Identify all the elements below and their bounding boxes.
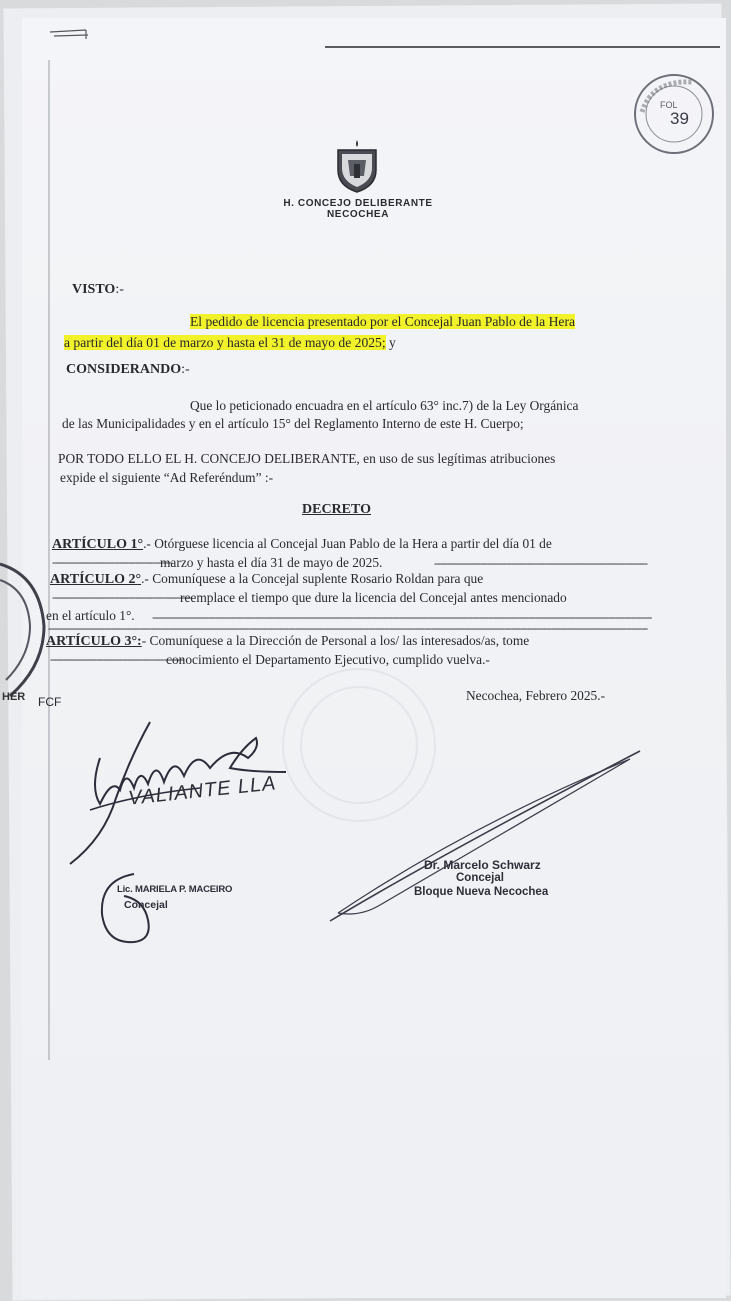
date-place: Necochea, Febrero 2025.-: [466, 688, 606, 703]
schwarz-name: Dr. Marcelo Schwarz: [424, 858, 541, 872]
dash-fill: ------------------------------------: [52, 554, 172, 569]
articulo-2-line3: en el artículo 1°.: [46, 608, 135, 623]
maceiro-role: Concejal: [124, 899, 168, 911]
highlight-line1: El pedido de licencia presentado por el Concejal Juan Pablo de la Hera: [190, 314, 576, 329]
visto-line1: [190, 314, 575, 330]
por-todo-line1: POR TODO ELLO EL H. CONCEJO DELIBERANTE, en uso de sus legítimas atribuciones: [58, 451, 556, 466]
dash-fill: ----------------------------------------: [50, 651, 184, 666]
council-crest-icon: [334, 138, 380, 194]
letterhead-line2: NECOCHEA: [326, 209, 390, 220]
articulo-3-line1: ARTÍCULO 3°:- Comuníquese a la Dirección de Personal a los/ las interesados/as, tome: [46, 633, 530, 649]
folio-stamp: [632, 72, 716, 156]
edge-stamp: [0, 556, 60, 716]
schwarz-bloque: Bloque Nueva Necochea: [414, 886, 549, 898]
dash-fill: ----------------------------------------------------------------: [434, 555, 648, 570]
considerando-heading: CONSIDERANDO:-: [66, 362, 190, 377]
signature-left-handwritten: VALIANTE LLA: [127, 772, 278, 810]
dash-fill: ------------------------------------------------------------------------------------------------------------------------------------------------------------------------------------: [48, 620, 648, 635]
visto-heading: VISTO:-: [72, 282, 124, 297]
folio-number: 39: [670, 109, 689, 128]
dash-fill: ------------------------------------------------------------------------------------------------------------------------------------------------------: [152, 609, 652, 624]
decreto-heading: DECRETO: [302, 502, 371, 517]
top-rule: [325, 46, 720, 48]
articulo-3-label: ARTÍCULO 3°:: [46, 634, 142, 649]
letterhead-line1: H. CONCEJO DELIBERANTE: [283, 198, 433, 209]
highlight-line2: a partir del día 01 de marzo y hasta el 31 de mayo de 2025;: [64, 335, 386, 350]
maceiro-name: Lic. MARIELA P. MACEIRO: [117, 884, 233, 895]
folio-label: FOL: [660, 100, 678, 110]
articulo-1-label: ARTÍCULO 1°: [52, 537, 144, 552]
articulo-2-line1: ARTÍCULO 2°.- Comuníquese a la Concejal suplente Rosario Roldan para que: [50, 571, 484, 587]
por-todo-line2: expide el siguiente “Ad Referéndum” :-: [60, 470, 274, 485]
dash-fill: ------------------------------------------: [52, 589, 192, 604]
considerando-line2: de las Municipalidades y en el artículo 15° del Reglamento Interno de este H. Cuerpo;: [62, 416, 524, 431]
visto-line2: a partir del día 01 de marzo y hasta el 31 de mayo de 2025; y: [64, 335, 396, 350]
articulo-2-line2: reemplace el tiempo que dure la licencia del Concejal antes mencionado: [180, 590, 567, 605]
schwarz-role: Concejal: [456, 872, 504, 884]
signature-right: [320, 745, 650, 925]
articulo-2-label: ARTÍCULO 2°: [50, 572, 142, 587]
considerando-line1: Que lo peticionado encuadra en el artículo 63° inc.7) de la Ley Orgánica: [190, 398, 579, 413]
initials: FCF: [38, 695, 62, 709]
edge-stamp-text: HER: [2, 691, 26, 703]
articulo-1-line1: ARTÍCULO 1°.- Otórguese licencia al Concejal Juan Pablo de la Hera a partir del día 01 de: [52, 536, 552, 552]
corner-scribble: [48, 26, 90, 40]
articulo-3-line2: conocimiento el Departamento Ejecutivo, cumplido vuelva.-: [166, 652, 490, 667]
articulo-1-line2: marzo y hasta el día 31 de mayo de 2025.: [160, 555, 383, 570]
